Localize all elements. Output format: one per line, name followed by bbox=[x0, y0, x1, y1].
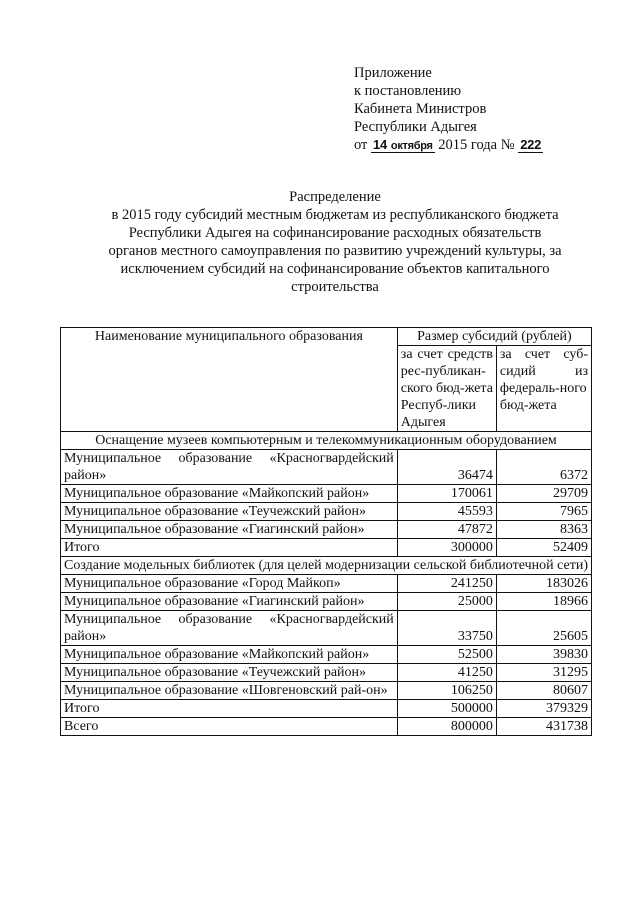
total-name: Всего bbox=[61, 718, 398, 736]
header-federal: за счет суб-сидий из федераль-ного бюд-жета bbox=[496, 346, 591, 432]
row-federal: 29709 bbox=[496, 485, 591, 503]
date-day: 14 bbox=[373, 137, 387, 152]
total-republic: 800000 bbox=[397, 718, 496, 736]
table-row bbox=[61, 575, 592, 593]
title-line-3: Республики Адыгея на софинансирование расходных обязательств bbox=[128, 225, 542, 241]
row-name: Муниципальное образование «Теучежский район» bbox=[61, 503, 398, 521]
row-republic: 25000 bbox=[397, 593, 496, 611]
row-name: Муниципальное образование «Гиагинский район» bbox=[61, 521, 398, 539]
appendix-line-1: Приложение bbox=[354, 65, 432, 81]
total-federal: 431738 bbox=[496, 718, 591, 736]
row-republic: 300000 bbox=[397, 539, 496, 557]
row-federal: 52409 bbox=[496, 539, 591, 557]
row-republic: 241250 bbox=[397, 575, 496, 593]
title-line-5: исключением субсидий на софинансирование объектов капитального bbox=[120, 261, 550, 277]
table-row bbox=[61, 682, 592, 700]
table-row bbox=[61, 503, 592, 521]
subtotal-row bbox=[61, 700, 592, 718]
row-republic: 33750 bbox=[397, 611, 496, 646]
row-federal: 31295 bbox=[496, 664, 591, 682]
date-year: 2015 года № bbox=[438, 137, 515, 153]
subsidy-table bbox=[60, 327, 592, 736]
row-federal: 39830 bbox=[496, 646, 591, 664]
row-republic: 170061 bbox=[397, 485, 496, 503]
appendix-line-3: Кабинета Министров bbox=[354, 101, 487, 117]
date-month: октября bbox=[390, 140, 433, 152]
row-name: Муниципальное образование «Шовгеновский рай-он» bbox=[61, 682, 398, 700]
row-name: Муниципальное образование «Майкопский район» bbox=[61, 646, 398, 664]
row-federal: 8363 bbox=[496, 521, 591, 539]
row-republic: 45593 bbox=[397, 503, 496, 521]
row-name: Муниципальное образование «Город Майкоп» bbox=[61, 575, 398, 593]
document-title bbox=[70, 188, 600, 296]
date-prefix: от bbox=[354, 137, 368, 153]
row-name: Муниципальное образование «Гиагинский район» bbox=[61, 593, 398, 611]
section-row bbox=[61, 557, 592, 575]
row-republic: 106250 bbox=[397, 682, 496, 700]
appendix-date-line bbox=[354, 136, 543, 155]
row-name: Муниципальное образование «Красногвардейский район» bbox=[61, 611, 398, 646]
row-federal: 183026 bbox=[496, 575, 591, 593]
table-row bbox=[61, 450, 592, 485]
row-republic: 41250 bbox=[397, 664, 496, 682]
row-name: Итого bbox=[61, 539, 398, 557]
table-row bbox=[61, 664, 592, 682]
total-row bbox=[61, 718, 592, 736]
title-line-1: Распределение bbox=[289, 189, 381, 205]
row-federal: 18966 bbox=[496, 593, 591, 611]
table-row bbox=[61, 521, 592, 539]
header-name: Наименование муниципального образования bbox=[61, 328, 398, 432]
appendix-line-4: Республики Адыгея bbox=[354, 119, 477, 135]
header-row bbox=[61, 328, 592, 346]
row-republic: 47872 bbox=[397, 521, 496, 539]
row-name: Муниципальное образование «Майкопский район» bbox=[61, 485, 398, 503]
header-size: Размер субсидий (рублей) bbox=[397, 328, 591, 346]
title-line-6: строительства bbox=[291, 279, 379, 295]
table-row bbox=[61, 593, 592, 611]
section-1-title: Оснащение музеев компьютерным и телекоммуникационным оборудованием bbox=[61, 432, 592, 450]
row-name: Итого bbox=[61, 700, 398, 718]
row-name: Муниципальное образование «Теучежский район» bbox=[61, 664, 398, 682]
row-federal: 7965 bbox=[496, 503, 591, 521]
title-line-2: в 2015 году субсидий местным бюджетам из республиканского бюджета bbox=[111, 207, 559, 223]
appendix-block bbox=[354, 64, 543, 155]
row-republic: 500000 bbox=[397, 700, 496, 718]
section-row bbox=[61, 432, 592, 450]
header-republic: за счет средств рес-публикан-ского бюд-жета Респуб-лики Адыгея bbox=[397, 346, 496, 432]
row-federal: 379329 bbox=[496, 700, 591, 718]
table-row bbox=[61, 611, 592, 646]
row-federal: 6372 bbox=[496, 450, 591, 485]
subtotal-row bbox=[61, 539, 592, 557]
table-row bbox=[61, 646, 592, 664]
section-2-title: Создание модельных библиотек (для целей модернизации сельской библиотечной сети) bbox=[61, 557, 592, 575]
row-republic: 52500 bbox=[397, 646, 496, 664]
row-federal: 25605 bbox=[496, 611, 591, 646]
table-row bbox=[61, 485, 592, 503]
date-number: 222 bbox=[520, 137, 541, 152]
row-federal: 80607 bbox=[496, 682, 591, 700]
title-line-4: органов местного самоуправления по развитию учреждений культуры, за bbox=[108, 243, 562, 259]
row-name: Муниципальное образование «Красногвардейский район» bbox=[61, 450, 398, 485]
appendix-line-2: к постановлению bbox=[354, 83, 462, 99]
row-republic: 36474 bbox=[397, 450, 496, 485]
